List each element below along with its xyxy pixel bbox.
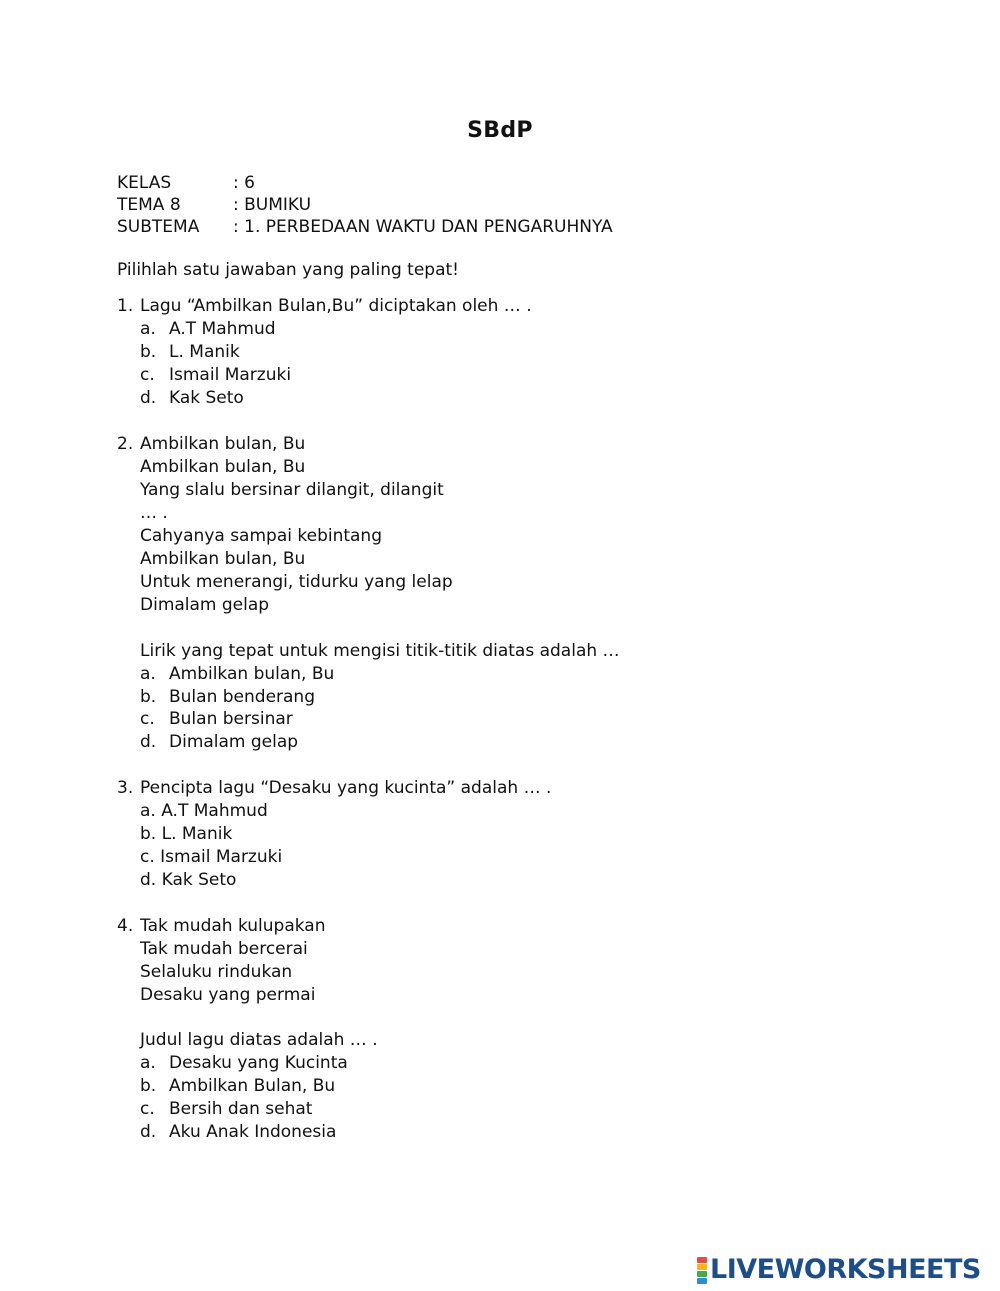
lyric-line: Dimalam gelap [140,595,270,615]
option-text: Kak Seto [169,388,244,408]
lyric-line: Selaluku rindukan [140,962,293,982]
meta-value: : 6 [233,173,255,193]
option-c[interactable] [140,364,291,386]
liveworksheets-watermark [697,1256,981,1284]
option-text: Aku Anak Indonesia [169,1122,337,1142]
option-text: Bulan benderang [169,687,316,707]
question-text: Lirik yang tepat untuk mengisi titik-titik diatas adalah … [140,641,620,661]
option-letter: d. [140,1122,157,1142]
option-d[interactable] [140,731,298,753]
logo-block [697,1257,707,1263]
option-letter: b. [140,342,157,362]
option-b[interactable] [140,1075,335,1097]
option-text: L. Manik [169,342,240,362]
option-letter: b. [140,687,157,707]
option-text: Ismail Marzuki [169,365,292,385]
option-b[interactable] [140,341,240,363]
option-letter: a. [140,319,156,339]
option-text: A.T Mahmud [169,319,276,339]
meta-row-kelas [117,172,817,194]
meta-row-subtema [117,216,817,238]
option-c[interactable] [140,1098,312,1120]
option-b[interactable] [140,686,315,708]
lyric-line: Ambilkan bulan, Bu [140,434,306,454]
option-letter: d. [140,388,157,408]
option-letter: c. [140,709,155,729]
option-a[interactable]: a. A.T Mahmud [140,801,268,821]
meta-block [117,172,817,238]
option-c[interactable]: c. Ismail Marzuki [140,847,283,867]
option-c[interactable] [140,708,293,730]
option-d[interactable]: d. Kak Seto [140,870,237,890]
watermark-text: LIVEWORKSHEETS [710,1254,981,1285]
instruction: Pilihlah satu jawaban yang paling tepat! [117,260,459,280]
meta-row-tema [117,194,817,216]
option-text: Bulan bersinar [169,709,293,729]
meta-value: : BUMIKU [233,195,312,215]
option-text: Ambilkan bulan, Bu [169,664,335,684]
option-d[interactable] [140,387,244,409]
lyric-line: Cahyanya sampai kebintang [140,526,383,546]
meta-value: : 1. PERBEDAAN WAKTU DAN PENGARUHNYA [233,217,613,237]
option-b[interactable]: b. L. Manik [140,824,233,844]
option-letter: a. [140,1053,156,1073]
lyric-line: Ambilkan bulan, Bu [140,549,306,569]
question-text: Lagu “Ambilkan Bulan,Bu” diciptakan oleh … . [140,296,532,316]
option-text: Bersih dan sehat [169,1099,313,1119]
question-text: Judul lagu diatas adalah … . [140,1030,378,1050]
question-number: 4. [117,916,134,936]
question-number: 2. [117,434,134,454]
logo-block [697,1271,707,1277]
option-letter: c. [140,365,155,385]
lyric-line: Untuk menerangi, tidurku yang lelap [140,572,453,592]
option-letter: c. [140,1099,155,1119]
meta-key: TEMA 8 [117,195,181,215]
option-text: Desaku yang Kucinta [169,1053,348,1073]
logo-block [697,1278,707,1284]
lyric-line: Ambilkan bulan, Bu [140,457,306,477]
lyric-line: Desaku yang permai [140,985,316,1005]
page-title: SBdP [467,118,533,143]
option-d[interactable] [140,1121,336,1143]
question-text: Pencipta lagu “Desaku yang kucinta” adalah … . [140,778,552,798]
logo-block [697,1264,707,1270]
lyric-line: Yang slalu bersinar dilangit, dilangit [140,480,444,500]
option-a[interactable] [140,318,276,340]
option-letter: d. [140,732,157,752]
meta-key: SUBTEMA [117,217,200,237]
option-text: Ambilkan Bulan, Bu [169,1076,336,1096]
meta-key: KELAS [117,173,172,193]
lyric-blank: … . [140,503,168,523]
option-letter: b. [140,1076,157,1096]
liveworksheets-logo-icon [697,1257,707,1284]
question-number: 1. [117,296,134,316]
option-text: Dimalam gelap [169,732,299,752]
option-letter: a. [140,664,156,684]
lyric-line: Tak mudah bercerai [140,939,308,959]
option-a[interactable] [140,1052,348,1074]
option-a[interactable] [140,663,334,685]
lyric-line: Tak mudah kulupakan [140,916,326,936]
question-number: 3. [117,778,134,798]
